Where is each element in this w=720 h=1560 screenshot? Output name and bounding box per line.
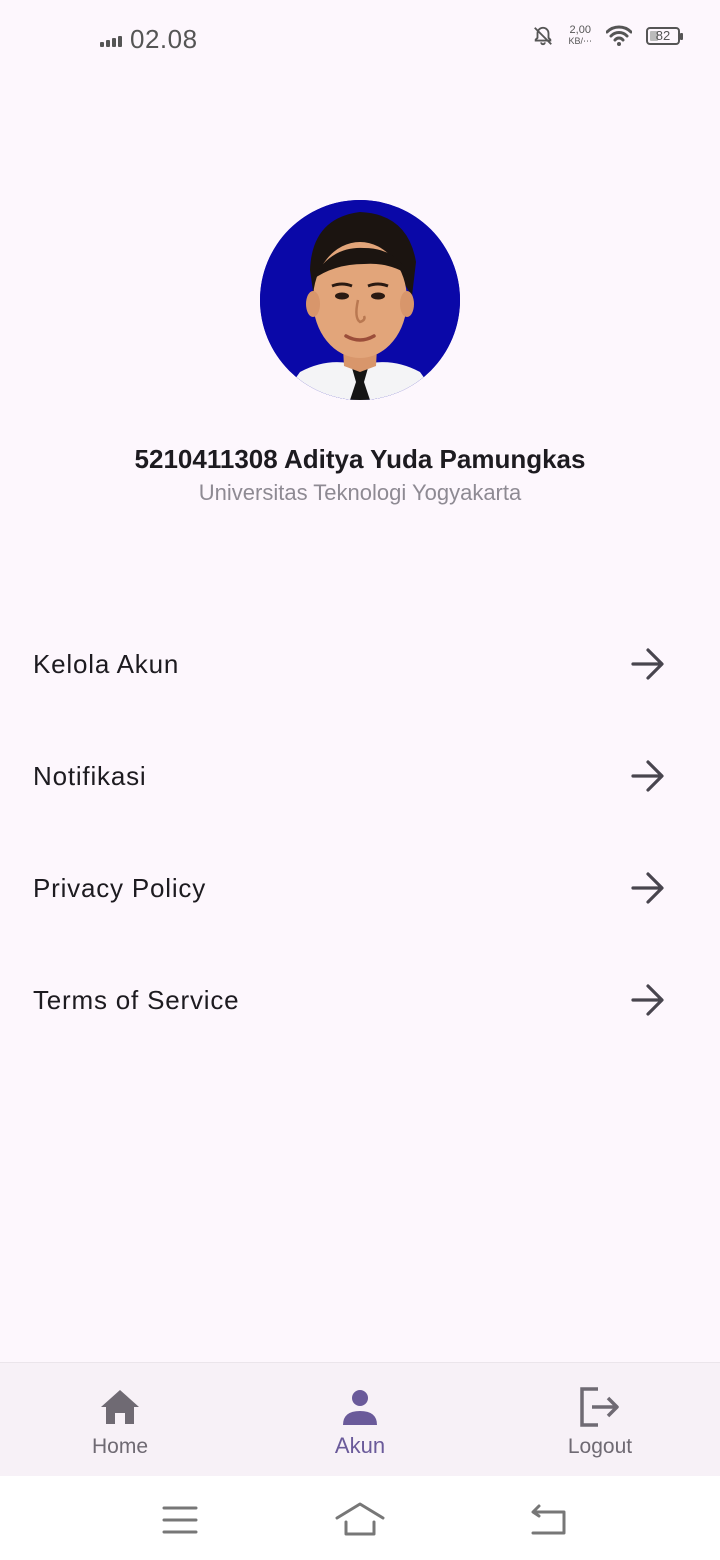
menu-item-label: Notifikasi [33,760,147,791]
status-time: 02.08 [130,24,198,54]
avatar [260,200,460,400]
profile-university: Universitas Teknologi Yogyakarta [198,480,522,505]
nav-tab-logout[interactable] [480,1363,720,1477]
notifications-off-icon [532,24,554,48]
menu-item-privacy-policy[interactable] [0,832,720,944]
battery-level: 82 [655,28,671,43]
signal-icon [100,36,122,47]
settings-menu [0,608,720,1056]
menu-item-label: Terms of Service [33,984,240,1015]
wifi-icon [606,25,632,47]
menu-item-label: Privacy Policy [33,872,207,903]
menu-item-terms-of-service[interactable] [0,944,720,1056]
menu-item-kelola-akun[interactable] [0,608,720,720]
person-icon [338,1385,382,1429]
arrow-right-icon [630,758,666,794]
home-icon [98,1385,142,1429]
back-icon[interactable] [521,1500,575,1540]
system-navigation-bar [0,1476,720,1560]
network-speed-value: 2,00 [569,24,591,36]
menu-item-notifikasi[interactable] [0,720,720,832]
network-speed-unit: KB/⋯ [568,36,592,46]
network-speed [568,25,592,47]
status-icons [532,24,680,48]
nav-label-akun: Akun [334,1433,386,1458]
arrow-right-icon [630,982,666,1018]
battery-icon [646,27,680,45]
menu-icon[interactable] [153,1500,207,1540]
nav-tab-home[interactable] [0,1363,240,1477]
home-system-icon[interactable] [333,1500,387,1540]
profile-name: 5210411308 Aditya Yuda Pamungkas [134,444,586,474]
status-bar [0,0,720,80]
profile-photo [260,200,460,400]
menu-item-label: Kelola Akun [33,648,180,679]
arrow-right-icon [630,646,666,682]
nav-tab-akun[interactable] [240,1363,480,1477]
arrow-right-icon [630,870,666,906]
logout-icon [578,1385,622,1429]
nav-label-logout: Logout [567,1435,633,1458]
bottom-navigation [0,1362,720,1476]
nav-label-home: Home [91,1435,149,1458]
